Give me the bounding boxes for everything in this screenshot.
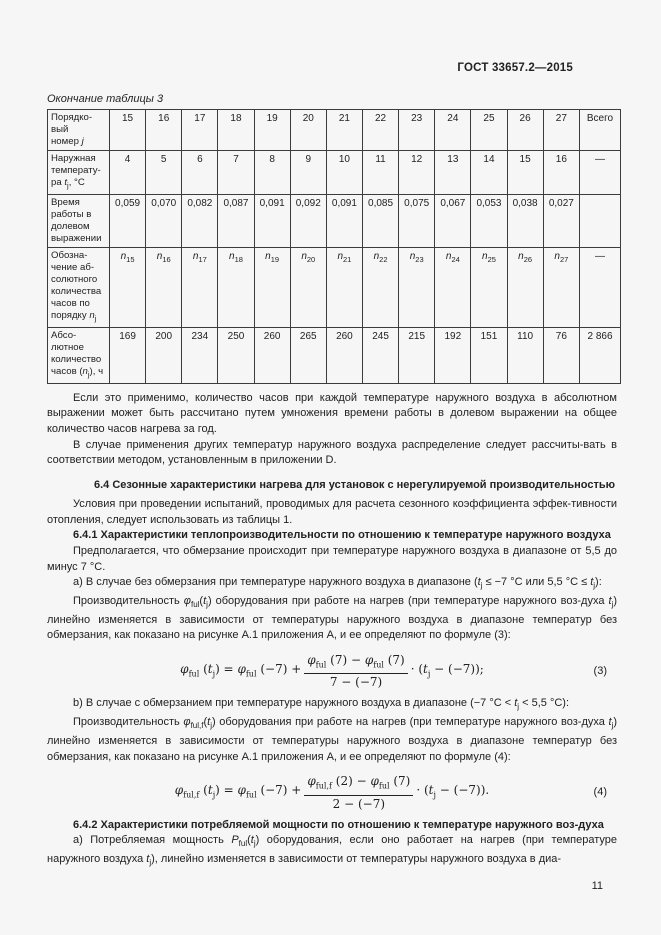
table-cell: $n_{17}$ xyxy=(182,247,218,327)
table-cell: 0,038 xyxy=(507,194,543,247)
section-heading-6-4-2: 6.4.2 Характеристики потребляемой мощности по отношению к температуре наружного воз-духа xyxy=(73,818,604,831)
formula-3-lhs: $\varphi_{ful}$ $(t_j) = \varphi_{ful}$ (−7) + xyxy=(180,661,302,678)
table-cell: 20 xyxy=(290,110,326,151)
table-cell: 23 xyxy=(399,110,435,151)
formula-4-number: (4) xyxy=(593,786,607,799)
formula-3-numerator: $\varphi_{ful}$ $(7) - \varphi_{ful}$ (7) xyxy=(304,653,407,674)
table-cell: 169 xyxy=(110,327,146,383)
table-cell: 260 xyxy=(326,327,362,383)
table-cell: 14 xyxy=(471,151,507,195)
table-cell: 200 xyxy=(146,327,182,383)
table-cell: 2 866 xyxy=(580,327,621,383)
table-cell: 21 xyxy=(326,110,362,151)
table-caption: Окончание таблицы 3 xyxy=(47,93,164,105)
table-body xyxy=(48,110,621,384)
table-cell: 0,091 xyxy=(254,194,290,247)
table-cell: $n_{21}$ xyxy=(326,247,362,327)
table-cell: $n_{25}$ xyxy=(471,247,507,327)
formula-4 xyxy=(47,774,617,810)
table-cell: $n_{23}$ xyxy=(399,247,435,327)
table-cell: 18 xyxy=(218,110,254,151)
row-label: Абсо- лютное количество часов $(n_j)$, ч xyxy=(48,327,110,383)
table-cell: 0,059 xyxy=(110,194,146,247)
formula-3-denominator: 7 − (−7) xyxy=(329,675,383,690)
table-cell: 215 xyxy=(399,327,435,383)
table-cell: 265 xyxy=(290,327,326,383)
row-label: Время работы в долевом выражении xyxy=(48,194,110,247)
table-cell: — xyxy=(580,151,621,195)
table-row-ordinal-number xyxy=(48,110,621,151)
table-cell: 234 xyxy=(182,327,218,383)
table-cell: 22 xyxy=(362,110,398,151)
table-row-operating-time-fraction xyxy=(48,194,621,247)
formula-4-denominator: 2 − (−7) xyxy=(332,796,386,811)
table-cell: 0,067 xyxy=(435,194,471,247)
table-row-hours-designation xyxy=(48,247,621,327)
table-cell: $n_{26}$ xyxy=(507,247,543,327)
formula-3-number: (3) xyxy=(593,665,607,678)
table-cell: 16 xyxy=(543,151,579,195)
table-cell: 0,091 xyxy=(326,194,362,247)
table-cell: 192 xyxy=(435,327,471,383)
paragraph-capacity-formula-4-intro: Производительность $\varphi_{ful,f}(t_j)$ оборудования при работе на нагрев (при температуре наружного воз-духа $t_j$) линейно изменяется в зависимости от температуры наружного воздуха в диапазоне температур без обмерзания, как показано на рисунке А.1 приложения А, и ее определяют по формуле (4): xyxy=(47,716,617,763)
table-cell: $n_{19}$ xyxy=(254,247,290,327)
table-cell: $n_{20}$ xyxy=(290,247,326,327)
table-cell: 260 xyxy=(254,327,290,383)
formula-3-fraction xyxy=(304,653,407,689)
table-cell: $n_{15}$ xyxy=(110,247,146,327)
table-cell: $n_{27}$ xyxy=(543,247,579,327)
paragraph-capacity-formula-3-intro: Производительность $\varphi_{ful}(t_j)$ оборудования при работе на нагрев (при температуре наружного воз-духа $t_j$) линейно изменяется в зависимости от температуры наружного воздуха в диапазоне температур без обмерзания, как показано на рисунке А.1 приложения А, и ее определяют по формуле (3): xyxy=(47,595,617,642)
table-cell: 0,075 xyxy=(399,194,435,247)
page-number: 11 xyxy=(591,879,603,892)
table-cell: $n_{18}$ xyxy=(218,247,254,327)
table-cell xyxy=(580,194,621,247)
table-cell: 15 xyxy=(110,110,146,151)
table-cell: 17 xyxy=(182,110,218,151)
table-cell: 9 xyxy=(290,151,326,195)
table-row-absolute-hours xyxy=(48,327,621,383)
row-label: Обозна- чение аб- солютного количества часов по порядку $n_j$ xyxy=(48,247,110,327)
formula-3-factor: · $(t_j - (-7))$; xyxy=(410,661,484,678)
section-heading-6-4: 6.4 Сезонные характеристики нагрева для установок с нерегулируемой производительностью xyxy=(94,478,615,491)
table-cell: 16 xyxy=(146,110,182,151)
row-label: Наружная температу- ра $t_j$, °С xyxy=(48,151,110,195)
table-cell: 0,082 xyxy=(182,194,218,247)
table-3-continuation xyxy=(47,109,621,384)
table-cell: Всего xyxy=(580,110,621,151)
section-heading-6-4-1: 6.4.1 Характеристики теплопроизводительности по отношению к температуре наружного воздуха xyxy=(73,529,611,542)
table-cell: — xyxy=(580,247,621,327)
table-cell: 7 xyxy=(218,151,254,195)
table-cell: $n_{24}$ xyxy=(435,247,471,327)
paragraph-other-temperatures-note: В случае применения других температур наружного воздуха распределение следует рассчиты-вать в соответствии методом, установленным в приложении D. xyxy=(47,438,617,467)
formula-4-numerator: $\varphi_{ful,f}$ $(2) - \varphi_{ful}$ (7) xyxy=(304,774,413,795)
table-cell: 76 xyxy=(543,327,579,383)
table-cell: 0,070 xyxy=(146,194,182,247)
table-cell: $n_{16}$ xyxy=(146,247,182,327)
table-cell: $n_{22}$ xyxy=(362,247,398,327)
table-cell: 110 xyxy=(507,327,543,383)
formula-4-fraction xyxy=(304,774,413,810)
table-cell: 4 xyxy=(110,151,146,195)
table-cell: 0,053 xyxy=(471,194,507,247)
table-cell: 19 xyxy=(254,110,290,151)
table-cell: 250 xyxy=(218,327,254,383)
table-cell: 25 xyxy=(471,110,507,151)
table-cell: 15 xyxy=(507,151,543,195)
table-cell: 151 xyxy=(471,327,507,383)
table-cell: 13 xyxy=(435,151,471,195)
table-cell: 0,027 xyxy=(543,194,579,247)
formula-4-factor: · $(t_j - (-7))$. xyxy=(416,782,490,800)
table-cell: 27 xyxy=(543,110,579,151)
table-cell: 24 xyxy=(435,110,471,151)
table-cell: 10 xyxy=(326,151,362,195)
formula-4-lhs: $\varphi_{ful,f}$ $(t_j) = \varphi_{ful}$ (−7) + xyxy=(174,782,302,800)
document-header: ГОСТ 33657.2—2015 xyxy=(457,62,573,74)
table-cell: 0,085 xyxy=(362,194,398,247)
table-cell: 5 xyxy=(146,151,182,195)
paragraph-test-conditions: Условия при проведении испытаний, проводимых для расчета сезонного коэффициента эффек-тивности отопления, следует использовать из таблицы 1. xyxy=(47,498,617,526)
table-cell: 11 xyxy=(362,151,398,195)
formula-3 xyxy=(47,653,617,689)
row-label: Порядко- вый номер j xyxy=(48,110,110,151)
table-cell: 8 xyxy=(254,151,290,195)
table-cell: 245 xyxy=(362,327,398,383)
table-cell: 6 xyxy=(182,151,218,195)
paragraph-absolute-hours-note: Если это применимо, количество часов при каждой температуре наружного воздуха в абсолютном выражении может быть рассчитано путем умножения времени работы в долевом выражении на общее количество часов нагрева за год. xyxy=(47,391,617,435)
table-cell: 26 xyxy=(507,110,543,151)
paragraph-power-input: а) Потребляемая мощность $P_{ful}(t_j)$ оборудования, если оно работает на нагрев (при температуре наружного воздуха $t_j$), линейно изменяется в зависимости от температуры наружного воздуха в диа- xyxy=(47,834,617,868)
paragraph-item-a-no-frost: а) В случае без обмерзания при температуре наружного воздуха в диапазоне ($t_j \le -7$ °С или 5,5 $^\circ С \le t_j$): xyxy=(73,576,602,591)
paragraph-item-b-with-frost: b) В случае с обмерзанием при температуре наружного воздуха в диапазоне (−7 $^\circ С < t_j < 5,5$ °С): xyxy=(73,697,570,712)
table-cell: 12 xyxy=(399,151,435,195)
paragraph-frost-assumption: Предполагается, что обмерзание происходит при температуре наружного воздуха в диапазоне от 5,5 до минус 7 °С. xyxy=(47,545,617,573)
table-cell: 0,092 xyxy=(290,194,326,247)
table-row-outdoor-temperature xyxy=(48,151,621,195)
table-cell: 0,087 xyxy=(218,194,254,247)
